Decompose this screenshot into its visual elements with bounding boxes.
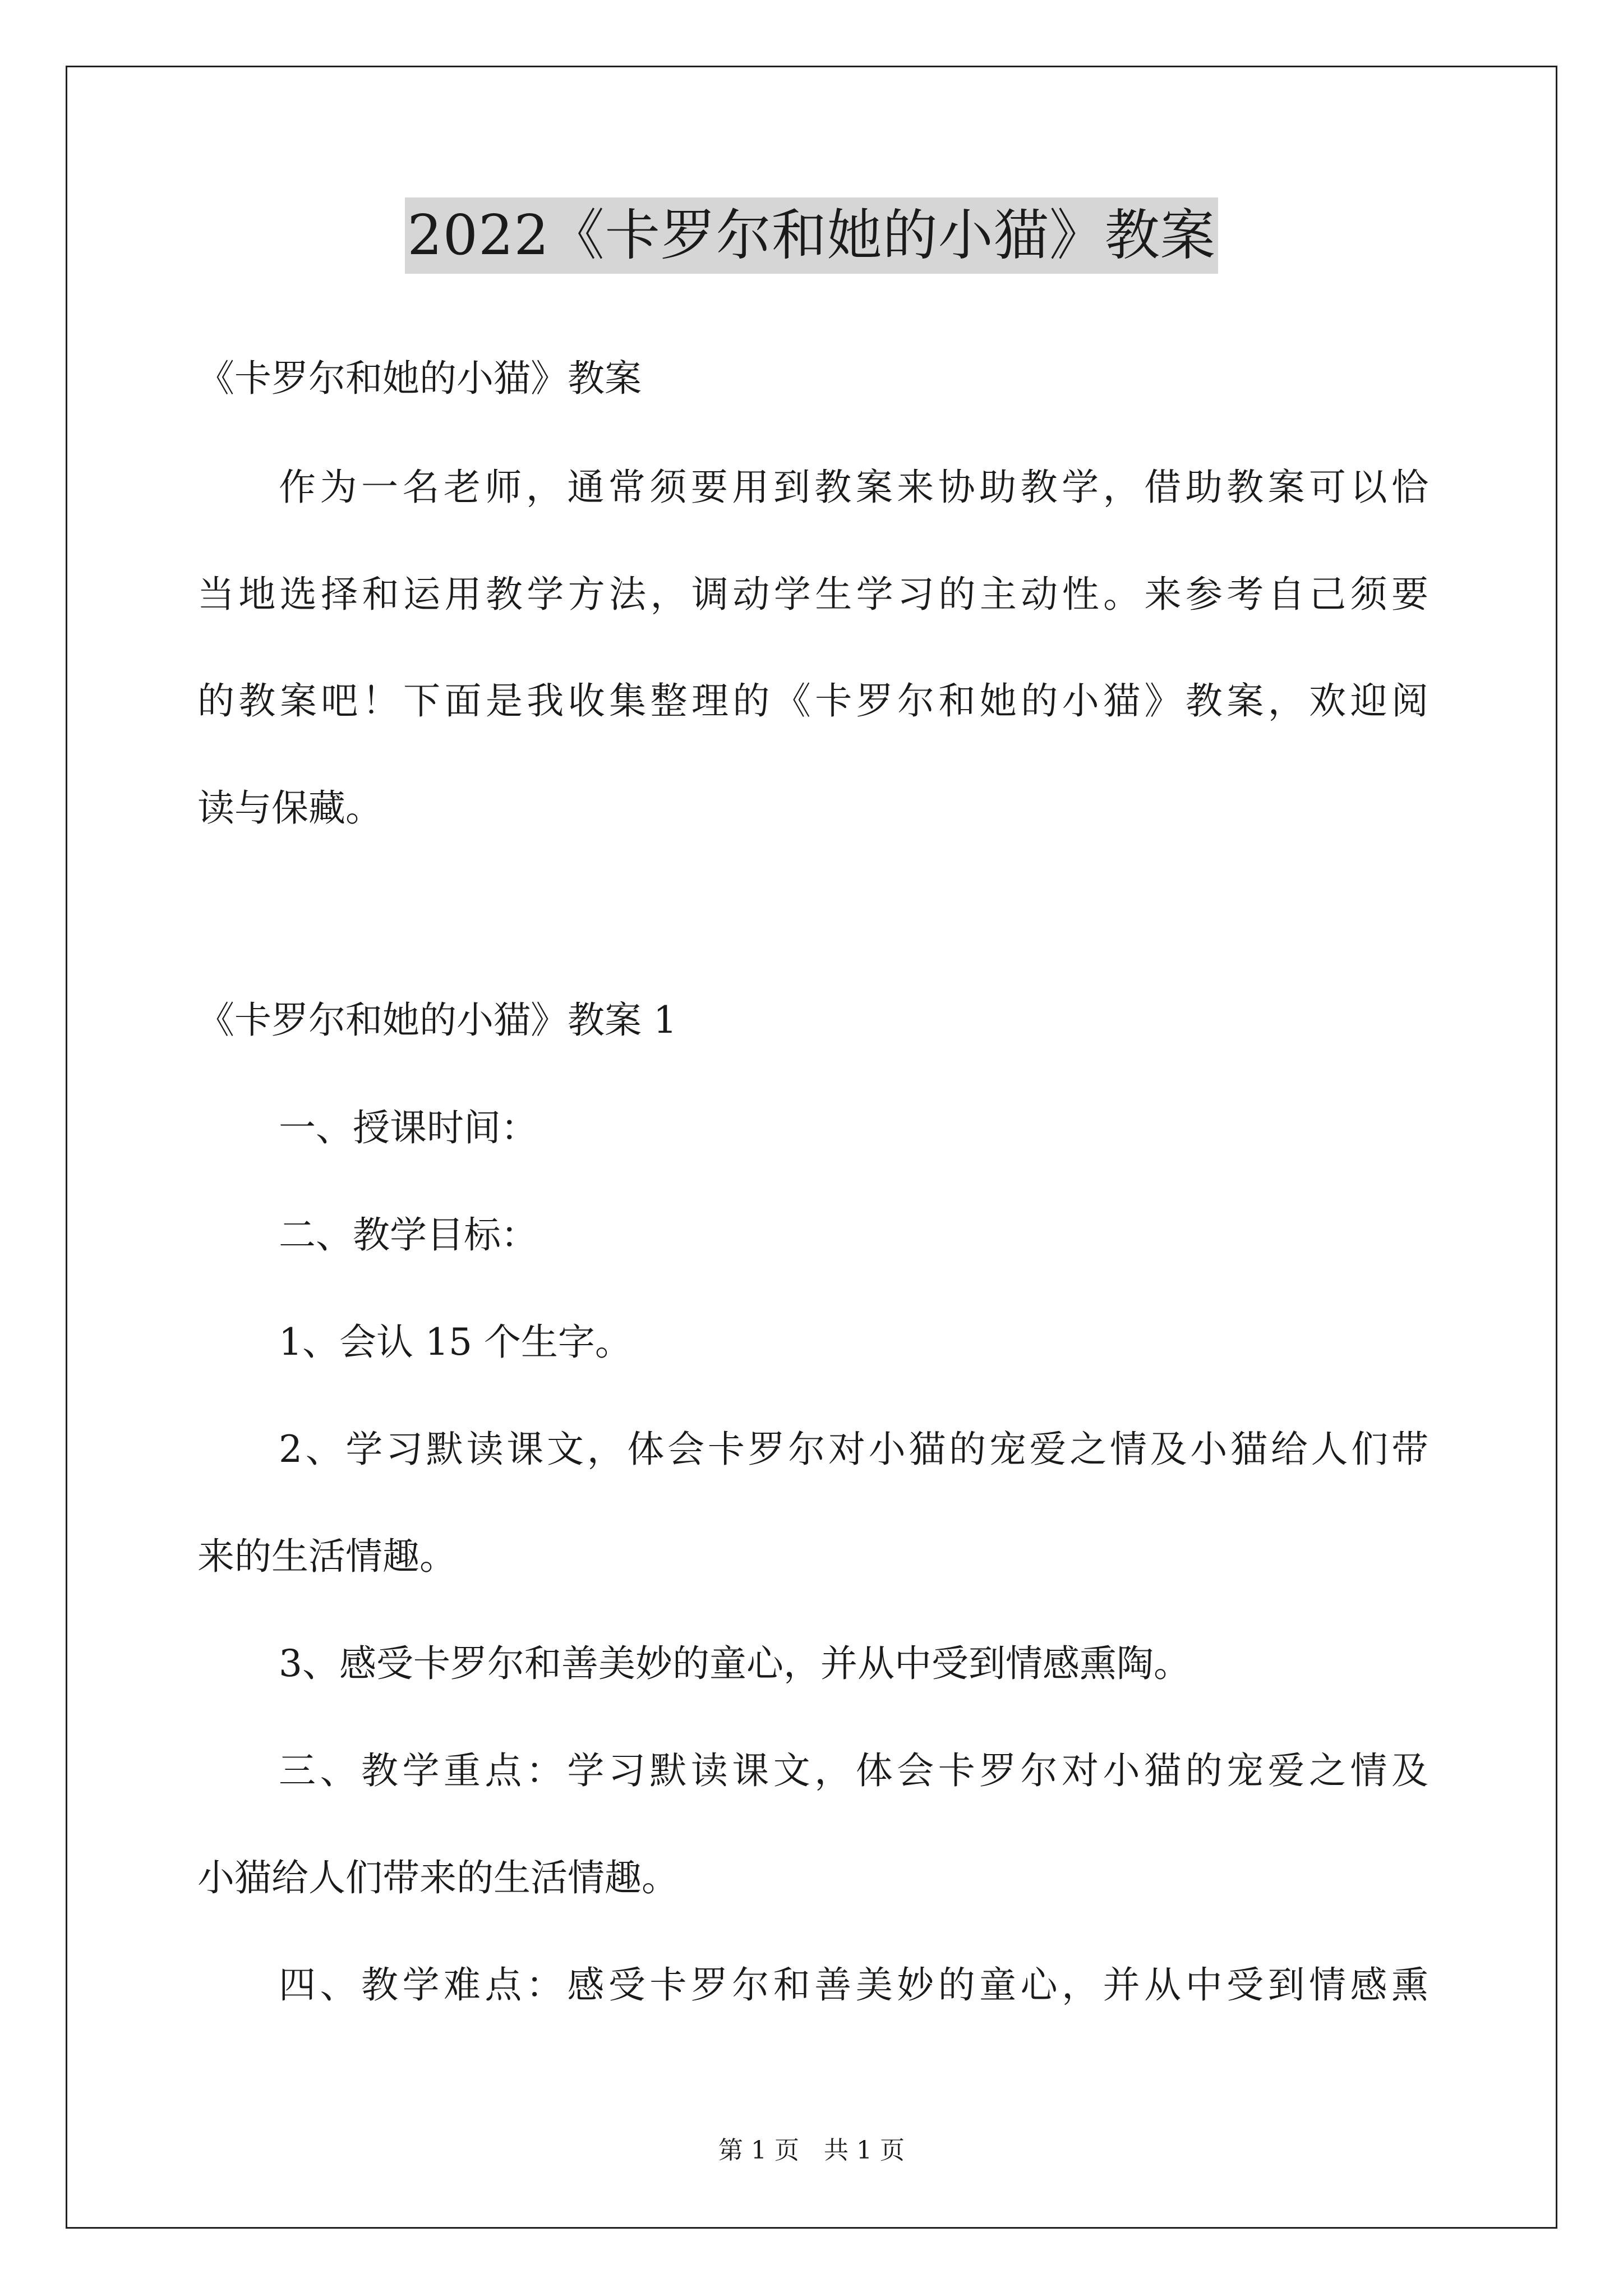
section-heading: 《卡罗尔和她的小猫》教案 1	[197, 999, 677, 1042]
list-item: 1、会认 15 个生字。	[279, 1320, 632, 1364]
paragraph-line: 读与保藏。	[197, 786, 382, 830]
section-heading: 《卡罗尔和她的小猫》教案	[197, 357, 642, 400]
list-item-continuation: 小猫给人们带来的生活情趣。	[197, 1856, 679, 1899]
list-item: 一、授课时间：	[279, 1106, 538, 1149]
list-item: 3、感受卡罗尔和善美妙的童心，并从中受到情感熏陶。	[279, 1642, 1191, 1685]
paragraph-line: 作为一名老师，通常须要用到教案来协助教学，借助教案可以恰	[279, 466, 1428, 509]
paragraph-line: 当地选择和运用教学方法，调动学生学习的主动性。来参考自己须要	[197, 573, 1428, 616]
paragraph-line: 的教案吧！下面是我收集整理的《卡罗尔和她的小猫》教案，欢迎阅	[197, 679, 1428, 723]
list-item-continuation: 来的生活情趣。	[197, 1535, 457, 1578]
page-footer: 第 1 页 共 1 页	[718, 2136, 905, 2165]
list-item: 四、教学难点：感受卡罗尔和善美妙的童心，并从中受到情感熏	[279, 1963, 1428, 2007]
title-container	[0, 197, 1623, 274]
list-item: 2、学习默读课文，体会卡罗尔对小猫的宠爱之情及小猫给人们带	[279, 1428, 1428, 1471]
list-item: 二、教学目标：	[279, 1213, 538, 1257]
document-title: 2022《卡罗尔和她的小猫》教案	[405, 197, 1218, 274]
list-item: 三、教学重点：学习默读课文，体会卡罗尔对小猫的宠爱之情及	[279, 1749, 1428, 1792]
